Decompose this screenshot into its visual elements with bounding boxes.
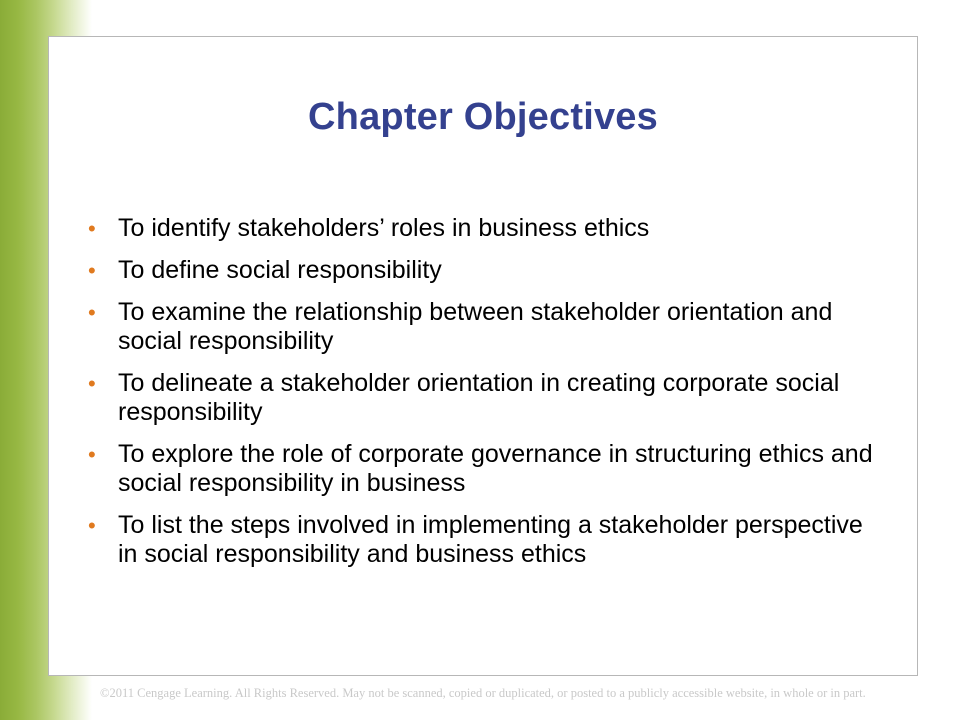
objective-text: To explore the role of corporate governance in structuring ethics and social responsibility in business [118, 440, 873, 497]
bullet-icon: • [88, 216, 96, 241]
objective-text: To define social responsibility [118, 256, 442, 284]
objective-item [88, 440, 888, 498]
bullet-icon: • [88, 258, 96, 283]
objective-text: To delineate a stakeholder orientation in creating corporate social responsibility [118, 369, 840, 426]
slide-title: Chapter Objectives [308, 96, 658, 138]
copyright-footer: ©2011 Cengage Learning. All Rights Reserved. May not be scanned, copied or duplicated, or posted to a publicly accessible website, in whole or in part. [100, 686, 866, 700]
objective-text: To list the steps involved in implementing a stakeholder perspective in social responsibility and business ethics [118, 511, 863, 568]
objective-text: To examine the relationship between stakeholder orientation and social responsibility [118, 298, 833, 355]
objective-item [88, 369, 888, 427]
objective-text: To identify stakeholders’ roles in business ethics [118, 214, 650, 242]
bullet-icon: • [88, 371, 96, 396]
bullet-icon: • [88, 442, 96, 467]
objective-item [88, 298, 888, 356]
objective-item [88, 214, 888, 243]
objective-item [88, 256, 888, 285]
objectives-list [88, 214, 888, 582]
bullet-icon: • [88, 300, 96, 325]
bullet-icon: • [88, 513, 96, 538]
objective-item [88, 511, 888, 569]
